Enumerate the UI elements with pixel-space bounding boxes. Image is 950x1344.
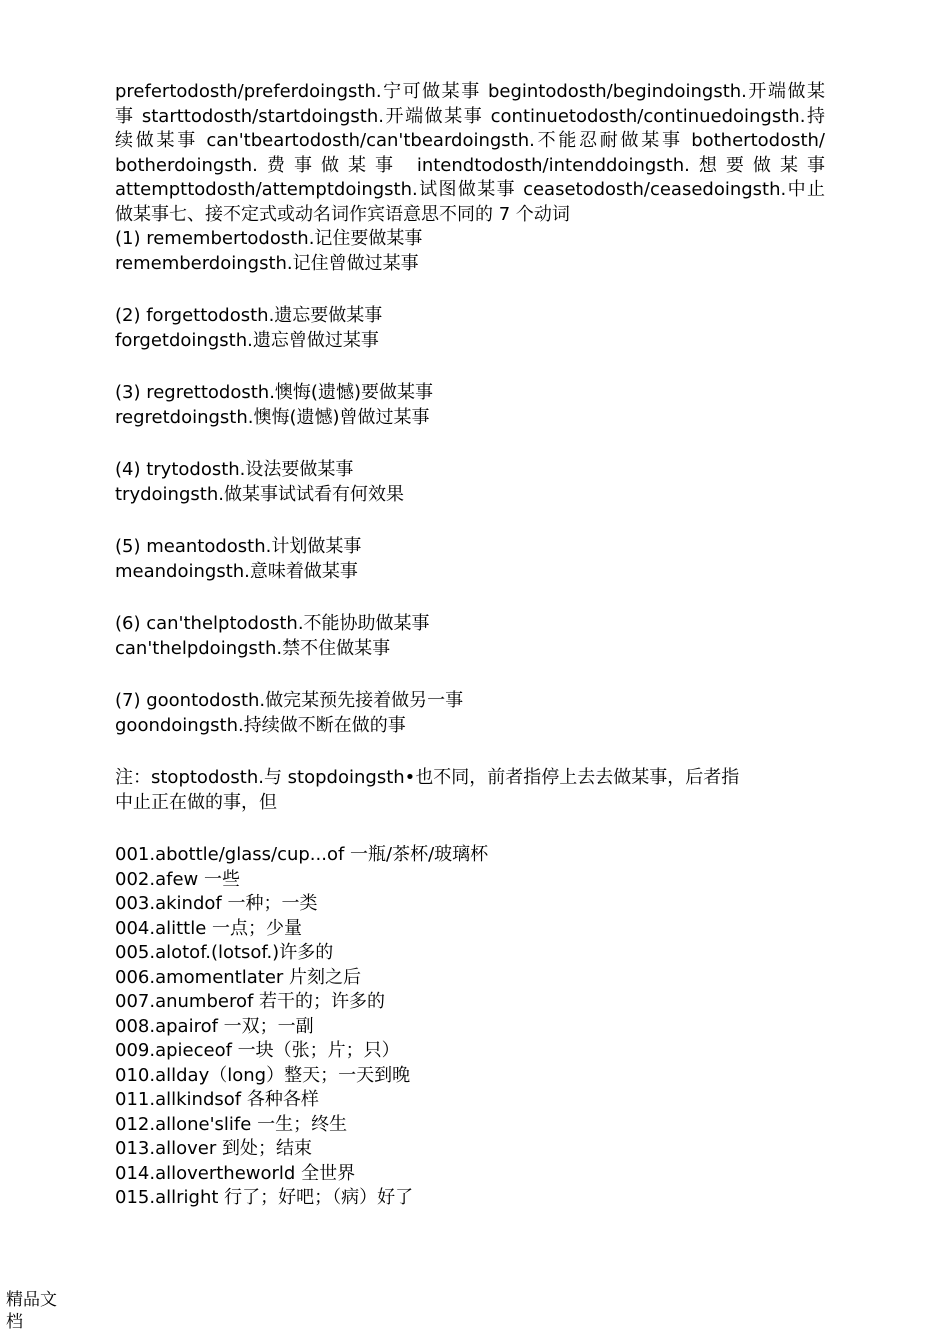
verb-list: [115, 227, 825, 738]
verb-item-4-first: (4) trytodosth.设法要做某事: [115, 459, 354, 480]
verb-item-1: [115, 227, 825, 276]
vocab-item: 002.afew 一些: [115, 868, 240, 890]
vocab-item: 014.allovertheworld 全世界: [115, 1162, 356, 1184]
vocab-item: 006.amomentlater 片刻之后: [115, 966, 362, 988]
vocab-item: 005.alotof.(lotsof.)许多的: [115, 942, 334, 963]
vocab-item: 015.allright 行了；好吧；（病）好了: [115, 1187, 414, 1208]
verb-item-7-first: (7) goontodosth.做完某预先接着做另一事: [115, 690, 464, 711]
vocab-item: 001.abottle/glass/cup...of 一瓶/茶杯/玻璃杯: [115, 844, 489, 865]
vocab-item: 012.allone'slife 一生；终生: [115, 1113, 348, 1135]
footer-line-2: 档: [6, 1312, 23, 1332]
vocab-item: 007.anumberof 若干的；许多的: [115, 991, 386, 1012]
verb-item-6-second: can'thelpdoingsth.禁不住做某事: [115, 637, 391, 659]
vocab-list: [115, 843, 825, 1211]
vocab-item: 013.allover 到处；结束: [115, 1138, 312, 1159]
verb-item-4-second: trydoingsth.做某事试试看有何效果: [115, 483, 404, 505]
verb-item-5: [115, 535, 825, 584]
vocab-item: 004.alittle 一点；少量: [115, 917, 303, 939]
verb-item-7-second: goondoingsth.持续做不断在做的事: [115, 714, 406, 736]
vocab-item: 008.apairof 一双；一副: [115, 1015, 314, 1037]
verb-item-2: [115, 304, 825, 353]
verb-item-2-first: (2) forgettodosth.遗忘要做某事: [115, 305, 383, 326]
verb-item-4: [115, 458, 825, 507]
vocab-item: 009.apieceof 一块（张；片；只）: [115, 1040, 400, 1061]
intro-paragraph: prefertodosth/preferdoingsth.宁可做某事 begintodosth/begindoingsth.开端做某事 starttodosth/startdoingsth.开端做某事 continuetodosth/continuedoingsth.持续做某事 can'tbeartodosth/can'tbeardoingsth.不能忍耐做某事 bothertodosth/ botherdoingsth.费事做某事 intendtodosth/intenddoingsth.想要做某事 attempttodosth/attemptdoingsth.试图做某事 ceasetodosth/ceasedoingsth.中止做某事七、接不定式或动名词作宾语意思不同的 7 个动词: [115, 81, 826, 225]
verb-item-7: [115, 689, 825, 738]
verb-item-5-second: meandoingsth.意味着做某事: [115, 560, 358, 582]
verb-item-3-first: (3) regrettodosth.懊悔(遗憾)要做某事: [115, 382, 433, 403]
verb-item-3-second: regretdoingsth.懊悔(遗憾)曾做过某事: [115, 406, 430, 428]
note-line-1: 注：stoptodosth.与 stopdoingsth•也不同，前者指停上去去做某事，后者指: [115, 767, 740, 788]
verb-item-1-first: (1) remembertodosth.记住要做某事: [115, 228, 423, 249]
vocab-item: 010.allday（long）整天；一天到晚: [115, 1064, 411, 1086]
verb-item-2-second: forgetdoingsth.遗忘曾做过某事: [115, 329, 379, 351]
document-body: [115, 80, 825, 1211]
verb-item-3: [115, 381, 825, 430]
verb-item-6-first: (6) can'thelptodosth.不能协助做某事: [115, 613, 430, 634]
verb-item-5-first: (5) meantodosth.计划做某事: [115, 536, 362, 557]
footer-line-1: 精品文: [6, 1290, 57, 1310]
verb-item-6: [115, 612, 825, 661]
vocab-item: 011.allkindsof 各种各样: [115, 1089, 319, 1110]
verb-item-1-second: rememberdoingsth.记住曾做过某事: [115, 252, 419, 274]
note-paragraph: [115, 766, 825, 815]
vocab-item: 003.akindof 一种；一类: [115, 893, 318, 914]
footer-watermark: [6, 1289, 66, 1333]
note-line-2: 中止正在做的事，但: [115, 791, 277, 813]
